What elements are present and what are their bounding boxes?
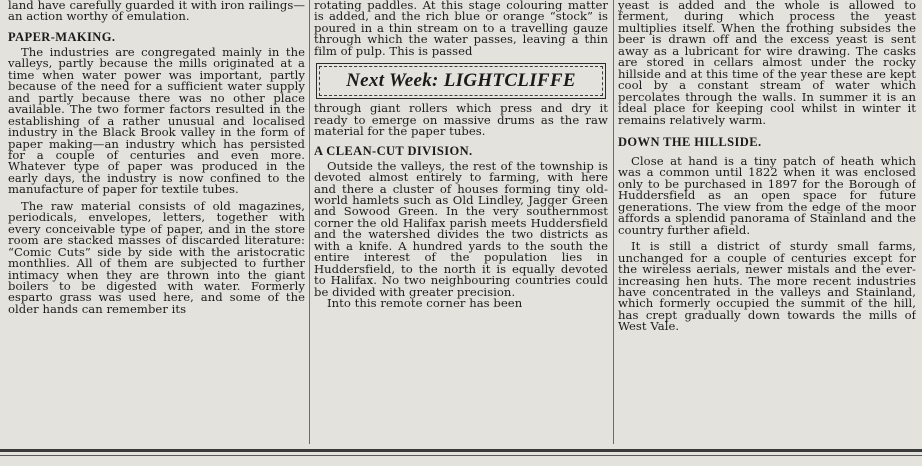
paragraph-continued: rotating paddles. At this stage colouring matter is added, and the rich blue or orange “stock” is poured in a thin stream on to a travelling gauze through which the water passes, leaving a thin film of pulp. This is passed xyxy=(314,0,608,58)
paragraph-continued: through giant rollers which press and dry it ready to emerge on massive drums as the raw material for the paper tubes. xyxy=(314,101,608,139)
column-1 xyxy=(8,0,305,446)
paragraph-continued: yeast is added and the whole is allowed to ferment, during which process the yeast multiplies itself. When the frothing subsides the beer is drawn off and the excess yeast is sent away as a lubricant for wire drawing. The casks are stored in cellars almost under the rocky hillside and at this time of the year these are kept cool by a constant stream of water which percolates through the walls. In summer it is an ideal place for keeping cool whilst in winter it remains relatively warm. xyxy=(618,0,916,127)
bottom-rule xyxy=(0,449,922,452)
paragraph: It is still a district of sturdy small farms, unchanged for a couple of centuries except for the wireless aerials, newer mistals and the ever-increasing hen huts. The more recent industries have concentrated in the valleys and Stainland, which formerly occupied the summit of the hill, has crept gradually down towards the mills of West Vale. xyxy=(618,239,916,334)
next-week-banner xyxy=(316,63,606,99)
paragraph: Close at hand is a tiny patch of heath which was a common until 1822 when it was enclosed only to be purchased in 1897 for the Borough of Huddersfield as an open space for future generations. The view from the edge of the moor affords a splendid panorama of Stainland and the country further afield. xyxy=(618,153,916,237)
paragraph-continued: land have carefully guarded it with iron railings—an action worthy of emulation. xyxy=(8,0,305,24)
heading-down-the-hillside: DOWN THE HILLSIDE. xyxy=(618,134,762,149)
paragraph: The raw material consists of old magazines, periodicals, envelopes, letters, together with every conceivable type of paper, and in the store room are stacked masses of discarded literature: “Comic Cuts” side by side with the aristocratic monthlies. All of them are subjected to further intimacy when they are thrown into the giant boilers to be digested with water. Formerly esparto grass was used here, and some of the older hands can remember its xyxy=(8,198,305,316)
heading-clean-cut-division: A CLEAN-CUT DIVISION. xyxy=(314,143,473,158)
column-2 xyxy=(314,0,608,446)
column-rule xyxy=(309,0,310,444)
next-week-banner-text: Next Week: LIGHTCLIFFE xyxy=(319,66,603,96)
heading-paper-making: PAPER-MAKING. xyxy=(8,29,116,44)
paragraph: Into this remote corner has been xyxy=(327,296,523,311)
column-3 xyxy=(618,0,916,446)
paragraph: Outside the valleys, the rest of the township is devoted almost entirely to farming, with here and there a cluster of houses forming tiny old-world hamlets such as Old Lindley, Jagger Green and Sowood Green. In the very southernmost corner the old Halifax parish meets Huddersfield and the watershed divides the two districts as with a knife. A hundred yards to the south the entire interest of the population lies in Huddersfield, to the north it is equally devoted to Halifax. No two neighbouring countries could be divided with greater precision. xyxy=(314,158,608,299)
bottom-rule-thin xyxy=(0,455,922,456)
column-rule xyxy=(613,0,614,444)
paragraph: The industries are congregated mainly in the valleys, partly because the mills originated at a time when water power was important, partly because of the need for a sufficient water supply and partly because there was no other place available. The two former factors resulted in the establishing of a rather unusual and localised industry in the Black Brook valley in the form of paper making—an industry which has persisted for a couple of centuries and even more. Whatever type of paper was produced in the early days, the industry is now confined to the manufacture of paper for textile tubes. xyxy=(8,44,305,197)
